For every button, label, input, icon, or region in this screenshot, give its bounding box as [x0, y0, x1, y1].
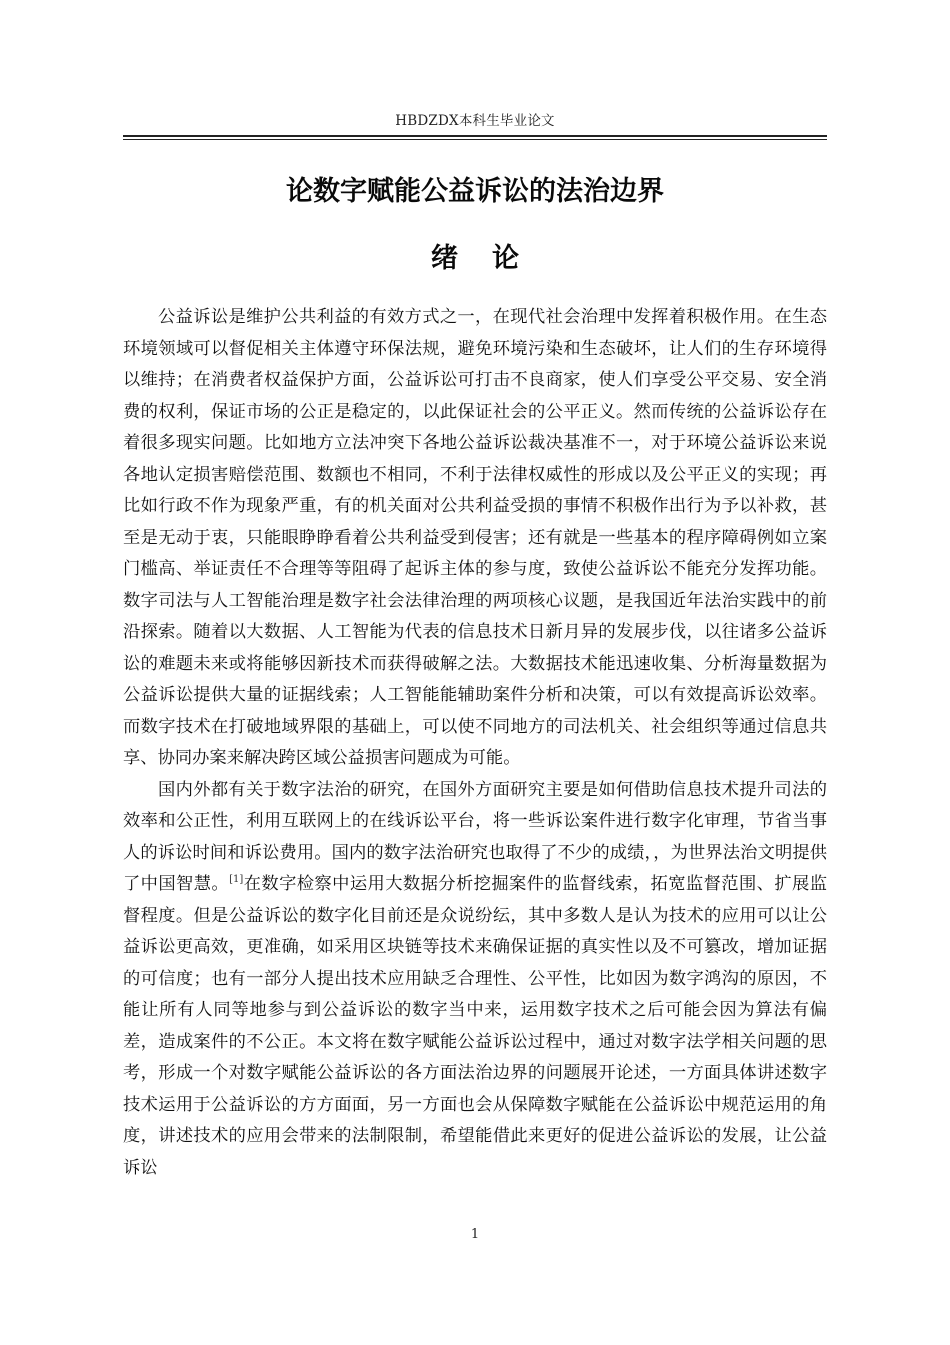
section-heading: 绪论 — [431, 243, 553, 274]
body-paragraph-2 — [123, 775, 827, 1185]
paragraph-2-text-a: 国内外都有关于数字法治的研究，在国外方面研究主要是如何借助信息技术提升司法的效率和公正性，利用互联网上的在线诉讼平台，将一些诉讼案件进行数字化审理，节省当事人的诉讼时间和诉讼费用。国内的数字法治研究也取得了不少的成绩，，为世界法治文明提供了中国智慧。 — [123, 779, 827, 894]
header-rule-thin — [123, 139, 827, 140]
body-text — [123, 302, 827, 1184]
page-number: 1 — [470, 1227, 480, 1242]
body-paragraph-1: 公益诉讼是维护公共利益的有效方式之一，在现代社会治理中发挥着积极作用。在生态环境领域可以督促相关主体遵守环保法规，避免环境污染和生态破坏，让人们的生存环境得以维持；在消费者权益保护方面，公益诉讼可打击不良商家，使人们享受公平交易、安全消费的权利，保证市场的公正是稳定的，以此保证社会的公平正义。然而传统的公益诉讼存在着很多现实问题。比如地方立法冲突下各地公益诉讼裁决基准不一，对于环境公益诉讼来说各地认定损害赔偿范围、数额也不相同，不利于法律权威性的形成以及公平正义的实现；再比如行政不作为现象严重，有的机关面对公共利益受损的事情不积极作出行为予以补救，甚至是无动于衷，只能眼睁睁看着公共利益受到侵害；还有就是一些基本的程序障碍例如立案门槛高、举证责任不合理等等阻碍了起诉主体的参与度，致使公益诉讼不能充分发挥功能。数字司法与人工智能治理是数字社会法律治理的两项核心议题，是我国近年法治实践中的前沿探索。随着以大数据、人工智能为代表的信息技术日新月异的发展步伐，以往诸多公益诉讼的难题未来或将能够因新技术而获得破解之法。大数据技术能迅速收集、分析海量数据为公益诉讼提供大量的证据线索；人工智能能辅助案件分析和决策，可以有效提高诉讼效率。而数字技术在打破地域界限的基础上，可以使不同地方的司法机关、社会组织等通过信息共享、协同办案来解决跨区域公益损害问题成为可能。 — [123, 307, 827, 768]
citation-mark[interactable]: [1] — [229, 874, 244, 886]
header-rule — [123, 135, 827, 137]
running-header: HBDZDX本科生毕业论文 — [395, 113, 555, 129]
paper-title: 论数字赋能公益诉讼的法治边界 — [286, 176, 664, 207]
paragraph-2-text-b: 在数字检察中运用大数据分析挖掘案件的监督线索，拓宽监督范围、扩展监督程度。但是公益诉讼的数字化目前还是众说纷纭，其中多数人是认为技术的应用可以让公益诉讼更高效，更准确，如采用区块链等技术来确保证据的真实性以及不可篡改，增加证据的可信度；也有一部分人提出技术应用缺乏合理性、公平性，比如因为数字鸿沟的原因，不能让所有人同等地参与到公益诉讼的数字当中来，运用数字技术之后可能会因为算法有偏差，造成案件的不公正。本文将在数字赋能公益诉讼过程中，通过对数字法学相关问题的思考，形成一个对数字赋能公益诉讼的各方面法治边界的问题展开论述，一方面具体讲述数字技术运用于公益诉讼的方方面面，另一方面也会从保障数字赋能在公益诉讼中规范运用的角度，讲述技术的应用会带来的法制限制，希望能借此来更好的促进公益诉讼的发展，让公益诉讼 — [123, 874, 827, 1178]
